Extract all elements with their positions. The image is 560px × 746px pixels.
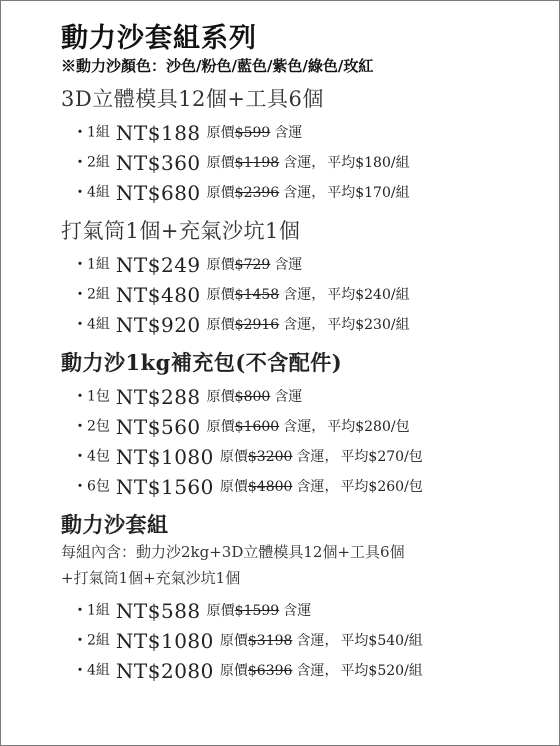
- price-option-list: [61, 249, 541, 339]
- price-option: [73, 177, 541, 207]
- separator: ，: [311, 154, 326, 171]
- option-price: NT$188: [115, 120, 201, 145]
- shipping-note: 含運: [274, 124, 303, 141]
- product-section: [61, 349, 541, 501]
- average-price: 平均$180/組: [327, 154, 410, 171]
- shipping-note: 含運: [283, 602, 312, 619]
- original-price: [207, 287, 280, 303]
- original-price-label: 原價: [219, 632, 248, 649]
- option-quantity: 2組: [87, 286, 110, 303]
- original-price-value: $2396: [234, 184, 280, 201]
- original-price-value: $1599: [234, 602, 280, 619]
- section-title: 3D立體模具12個+工具6個: [61, 87, 324, 111]
- shipping-note: 含運: [296, 478, 325, 495]
- option-quantity: 1組: [87, 256, 110, 273]
- original-price-value: $6396: [247, 662, 293, 679]
- bullet-icon: ・: [73, 316, 87, 333]
- price-option: [73, 147, 541, 177]
- separator: ，: [311, 316, 326, 333]
- original-price-label: 原價: [206, 256, 235, 273]
- shipping-note: 含運: [274, 388, 303, 405]
- bullet-icon: ・: [73, 632, 87, 649]
- original-price: [220, 449, 293, 465]
- option-price: NT$920: [115, 312, 201, 337]
- average-price: 平均$260/包: [340, 478, 423, 495]
- option-quantity: 2組: [87, 632, 110, 649]
- original-price-value: $4800: [247, 478, 293, 495]
- average-price: 平均$540/組: [340, 632, 423, 649]
- original-price-label: 原價: [206, 602, 235, 619]
- sections-container: [61, 85, 541, 685]
- shipping-note: 含運: [296, 448, 325, 465]
- option-quantity: 1組: [87, 124, 110, 141]
- original-price-value: $2916: [234, 316, 280, 333]
- bullet-icon: ・: [73, 418, 87, 435]
- page-title: 動力沙套組系列: [61, 23, 257, 54]
- original-price: [207, 155, 280, 171]
- shipping-note: 含運: [283, 286, 312, 303]
- option-quantity: 4組: [87, 662, 110, 679]
- color-options-note: ※動力沙顏色：沙色/粉色/藍色/紫色/綠色/玫紅: [61, 57, 374, 75]
- shipping-note: 含運: [283, 184, 312, 201]
- option-price: NT$249: [115, 252, 201, 277]
- original-price-value: $599: [234, 124, 271, 141]
- option-quantity: 6包: [87, 478, 110, 495]
- bullet-icon: ・: [73, 286, 87, 303]
- option-quantity: 1組: [87, 602, 110, 619]
- average-price: 平均$170/組: [327, 184, 410, 201]
- original-price-label: 原價: [206, 124, 235, 141]
- original-price-label: 原價: [206, 418, 235, 435]
- price-option: [73, 441, 541, 471]
- option-price: NT$560: [115, 414, 201, 439]
- average-price: 平均$270/包: [340, 448, 423, 465]
- shipping-note: 含運: [274, 256, 303, 273]
- original-price: [207, 125, 271, 141]
- original-price: [207, 603, 280, 619]
- separator: ，: [324, 478, 339, 495]
- option-quantity: 4組: [87, 316, 110, 333]
- price-option: [73, 625, 541, 655]
- section-title: 動力沙套組: [61, 512, 169, 537]
- original-price: [207, 389, 271, 405]
- separator: ，: [324, 632, 339, 649]
- option-price: NT$288: [115, 384, 201, 409]
- original-price-label: 原價: [219, 448, 248, 465]
- original-price-value: $1600: [234, 418, 280, 435]
- original-price-value: $3200: [247, 448, 293, 465]
- option-price: NT$1080: [115, 444, 214, 469]
- original-price-label: 原價: [206, 316, 235, 333]
- product-section: [61, 217, 541, 339]
- option-quantity: 1包: [87, 388, 110, 405]
- separator: ，: [324, 448, 339, 465]
- price-option: [73, 595, 541, 625]
- option-price: NT$1560: [115, 474, 214, 499]
- price-option: [73, 411, 541, 441]
- bullet-icon: ・: [73, 602, 87, 619]
- price-option-list: [61, 381, 541, 501]
- original-price-value: $729: [234, 256, 271, 273]
- original-price-value: $800: [234, 388, 271, 405]
- bullet-icon: ・: [73, 184, 87, 201]
- original-price: [220, 633, 293, 649]
- original-price-label: 原價: [206, 154, 235, 171]
- price-option: [73, 655, 541, 685]
- separator: ，: [311, 184, 326, 201]
- bullet-icon: ・: [73, 388, 87, 405]
- bullet-icon: ・: [73, 448, 87, 465]
- shipping-note: 含運: [296, 662, 325, 679]
- original-price: [220, 479, 293, 495]
- original-price: [207, 185, 280, 201]
- section-description: +打氣筒1個+充氣沙坑1個: [61, 569, 241, 587]
- original-price: [207, 317, 280, 333]
- option-quantity: 4組: [87, 184, 110, 201]
- separator: ，: [311, 418, 326, 435]
- product-section: [61, 85, 541, 207]
- shipping-note: 含運: [283, 154, 312, 171]
- price-option-list: [61, 117, 541, 207]
- price-option: [73, 249, 541, 279]
- original-price-value: $1458: [234, 286, 280, 303]
- average-price: 平均$520/組: [340, 662, 423, 679]
- option-price: NT$360: [115, 150, 201, 175]
- average-price: 平均$280/包: [327, 418, 410, 435]
- section-description: 每組內含：動力沙2kg+3D立體模具12個+工具6個: [61, 543, 405, 561]
- original-price-label: 原價: [206, 388, 235, 405]
- original-price-label: 原價: [206, 286, 235, 303]
- average-price: 平均$240/組: [327, 286, 410, 303]
- original-price: [220, 663, 293, 679]
- price-list-content: [61, 23, 541, 685]
- price-option: [73, 279, 541, 309]
- option-quantity: 4包: [87, 448, 110, 465]
- section-title: 動力沙1kg補充包(不含配件): [61, 350, 343, 375]
- option-price: NT$588: [115, 598, 201, 623]
- price-option-list: [61, 595, 541, 685]
- bullet-icon: ・: [73, 478, 87, 495]
- bullet-icon: ・: [73, 154, 87, 171]
- original-price-value: $3198: [247, 632, 293, 649]
- original-price-label: 原價: [219, 662, 248, 679]
- original-price-value: $1198: [234, 154, 280, 171]
- original-price-label: 原價: [206, 184, 235, 201]
- original-price: [207, 257, 271, 273]
- separator: ，: [311, 286, 326, 303]
- price-option: [73, 117, 541, 147]
- product-section: [61, 511, 541, 685]
- option-price: NT$480: [115, 282, 201, 307]
- separator: ，: [324, 662, 339, 679]
- price-option: [73, 471, 541, 501]
- shipping-note: 含運: [283, 316, 312, 333]
- option-quantity: 2包: [87, 418, 110, 435]
- bullet-icon: ・: [73, 256, 87, 273]
- bullet-icon: ・: [73, 124, 87, 141]
- original-price: [207, 419, 280, 435]
- price-option: [73, 381, 541, 411]
- shipping-note: 含運: [296, 632, 325, 649]
- shipping-note: 含運: [283, 418, 312, 435]
- option-price: NT$680: [115, 180, 201, 205]
- original-price-label: 原價: [219, 478, 248, 495]
- option-price: NT$2080: [115, 658, 214, 683]
- price-option: [73, 309, 541, 339]
- section-title: 打氣筒1個+充氣沙坑1個: [61, 219, 301, 243]
- option-price: NT$1080: [115, 628, 214, 653]
- bullet-icon: ・: [73, 662, 87, 679]
- average-price: 平均$230/組: [327, 316, 410, 333]
- option-quantity: 2組: [87, 154, 110, 171]
